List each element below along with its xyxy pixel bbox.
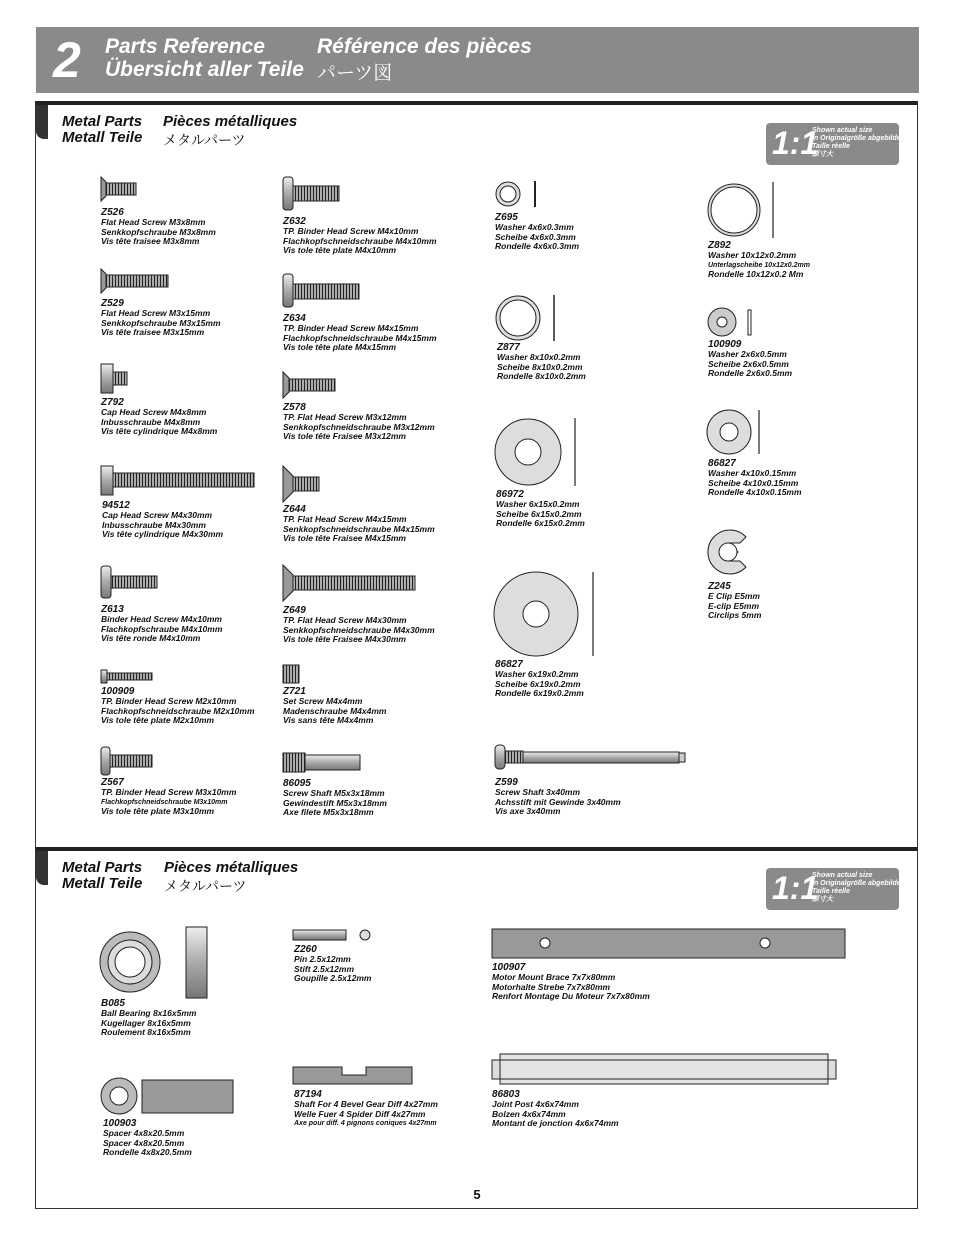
- part-code: 100907: [492, 962, 526, 973]
- part-100909-screw: [101, 686, 255, 726]
- part-name-de: Senkkopfschraube M3x15mm: [101, 317, 221, 328]
- z260-drawing: [293, 930, 370, 940]
- z721-drawing: [283, 665, 299, 683]
- part-name-de: Gewindestift M5x3x18mm: [283, 797, 387, 808]
- part-86095: [283, 778, 387, 818]
- badge-line: 原寸大: [812, 151, 833, 158]
- part-name-en: Cap Head Screw M4x8mm: [101, 407, 207, 417]
- part-name-de: Flachkopfschneidschraube M4x15mm: [283, 332, 437, 343]
- badge-line: In Originalgröße abgebildet: [812, 880, 904, 887]
- part-code: Z892: [708, 240, 731, 251]
- part-name-de: Flachkopfschneidschraube M2x10mm: [101, 705, 255, 716]
- title-fr: Référence des pièces: [317, 35, 532, 58]
- part-name-fr: Goupille 2.5x12mm: [294, 973, 372, 983]
- part-code: Z245: [708, 581, 731, 592]
- part-code: Z644: [283, 504, 306, 515]
- part-name-fr: Rondelle 6x15x0.2mm: [496, 518, 585, 528]
- part-z526: [101, 207, 216, 247]
- z644-drawing: [283, 466, 319, 502]
- part-name-de: Scheibe 6x19x0.2mm: [495, 678, 581, 689]
- part-code: Z721: [283, 686, 306, 697]
- part-name-en: Flat Head Screw M3x8mm: [101, 217, 206, 227]
- part-name-fr: Rondelle 6x19x0.2mm: [495, 688, 584, 698]
- part-code: 100909: [101, 686, 135, 697]
- part-code: 86803: [492, 1089, 520, 1100]
- 86827-large-drawing: [494, 572, 593, 656]
- part-name-fr: Vis tole tête plate M4x15mm: [283, 342, 397, 352]
- part-name-de: Scheibe 8x10x0.2mm: [497, 361, 583, 372]
- part-code: 86827: [495, 659, 523, 670]
- z695-drawing: [496, 181, 535, 207]
- section-title-en: Metal Parts: [62, 859, 143, 876]
- z613-drawing: [101, 566, 157, 598]
- part-name-en: TP. Flat Head Screw M4x15mm: [283, 514, 407, 524]
- part-z649: [283, 605, 435, 645]
- part-z892: [708, 240, 810, 280]
- part-name-de: Bolzen 4x6x74mm: [492, 1108, 566, 1119]
- part-name-en: Cap Head Screw M4x30mm: [102, 510, 213, 520]
- z792-drawing: [101, 364, 127, 393]
- part-code: Z632: [283, 216, 306, 227]
- part-name-fr: Vis tête fraisee M3x8mm: [101, 236, 200, 246]
- b085-drawing: [100, 927, 207, 998]
- part-code: Z567: [101, 777, 124, 788]
- part-name-fr: Renfort Montage Du Moteur 7x7x80mm: [492, 991, 650, 1001]
- part-z260: [294, 944, 371, 984]
- part-name-fr: Axe filete M5x3x18mm: [283, 807, 374, 817]
- part-name-en: Joint Post 4x6x74mm: [492, 1099, 579, 1109]
- part-name-de: Inbusschraube M4x30mm: [102, 519, 206, 530]
- part-name-fr: Circlips 5mm: [708, 610, 762, 620]
- part-name-fr: Rondelle 4x6x0.3mm: [495, 241, 580, 251]
- section-title-en: Metal Parts: [62, 113, 143, 130]
- part-name-de: Madenschraube M4x4mm: [283, 705, 387, 716]
- part-name-fr: Roulement 8x16x5mm: [101, 1027, 191, 1037]
- part-code: 100903: [103, 1118, 137, 1129]
- z877-drawing: [496, 295, 554, 341]
- part-name-en: Motor Mount Brace 7x7x80mm: [492, 972, 616, 982]
- part-name-fr: Vis tête ronde M4x10mm: [101, 633, 201, 643]
- part-z599: [495, 777, 621, 817]
- part-name-en: Flat Head Screw M3x15mm: [101, 308, 211, 318]
- part-name-en: TP. Binder Head Screw M3x10mm: [101, 787, 237, 797]
- part-code: Z649: [283, 605, 306, 616]
- 100909-washer-drawing: [708, 308, 751, 336]
- part-code: Z695: [495, 212, 518, 223]
- z526-drawing: [101, 177, 136, 201]
- part-name-en: TP. Binder Head Screw M4x10mm: [283, 226, 419, 236]
- part-code: Z529: [101, 298, 124, 309]
- part-name-en: Screw Shaft M5x3x18mm: [283, 788, 385, 798]
- part-code: Z613: [101, 604, 124, 615]
- part-name-fr: Rondelle 8x10x0.2mm: [497, 371, 586, 381]
- badge-line: In Originalgröße abgebildet: [812, 135, 904, 142]
- badge-line: Taille réelle: [812, 888, 850, 895]
- section-title-jp: メタルパーツ: [164, 878, 247, 894]
- part-code: Z260: [294, 944, 317, 955]
- z578-drawing: [283, 372, 335, 398]
- part-86972: [496, 489, 585, 529]
- 86095-drawing: [283, 753, 360, 772]
- part-name-fr: Vis sans tête M4x4mm: [283, 715, 374, 725]
- part-z578: [283, 402, 435, 442]
- part-name-de: Senkkopfschneidschraube M4x15mm: [283, 523, 435, 534]
- part-name-fr: Rondelle 4x10x0.15mm: [708, 487, 802, 497]
- part-name-de: Achsstift mit Gewinde 3x40mm: [495, 796, 621, 807]
- section-title-de: Metall Teile: [62, 875, 143, 892]
- part-name-en: Washer 4x6x0.3mm: [495, 222, 574, 232]
- part-100907: [492, 962, 650, 1002]
- part-name-de: Inbusschraube M4x8mm: [101, 416, 201, 427]
- part-name-fr: Rondelle 2x6x0.5mm: [708, 368, 793, 378]
- scale-label: 1:1: [772, 125, 819, 161]
- z599-drawing: [495, 745, 685, 769]
- part-name-fr: Montant de jonction 4x6x74mm: [492, 1118, 619, 1128]
- 100903-drawing: [101, 1078, 233, 1114]
- part-name-en: TP. Flat Head Screw M4x30mm: [283, 615, 407, 625]
- z892-drawing: [708, 182, 773, 238]
- part-name-en: Washer 2x6x0.5mm: [708, 349, 787, 359]
- part-name-de: Scheibe 4x10x0.15mm: [708, 477, 799, 488]
- part-name-de: Spacer 4x8x20.5mm: [103, 1137, 185, 1148]
- 86803-drawing: [492, 1054, 836, 1084]
- 100907-drawing: [492, 929, 845, 958]
- title-en: Parts Reference: [105, 35, 265, 58]
- part-name-de: Welle Fuer 4 Spider Diff 4x27mm: [294, 1108, 426, 1119]
- section-title-fr: Pièces métalliques: [163, 113, 298, 130]
- part-100903: [103, 1118, 192, 1158]
- part-b085: [101, 998, 196, 1038]
- part-z695: [495, 212, 579, 252]
- title-jp: パーツ図: [317, 63, 393, 84]
- part-name-en: TP. Flat Head Screw M3x12mm: [283, 412, 407, 422]
- z649-drawing: [283, 565, 415, 601]
- part-100909-washer: [708, 339, 792, 379]
- part-name-en: TP. Binder Head Screw M4x15mm: [283, 323, 419, 333]
- part-name-fr: Vis tole tête plate M2x10mm: [101, 715, 215, 725]
- part-name-de: E-clip E5mm: [708, 600, 760, 611]
- badge-line: Taille réelle: [812, 143, 850, 150]
- part-name-fr: Vis tole tête plate M4x10mm: [283, 245, 397, 255]
- part-name-de: Kugellager 8x16x5mm: [101, 1017, 191, 1028]
- part-87194: [294, 1089, 438, 1129]
- part-code: 86972: [496, 489, 524, 500]
- part-name-fr: Vis axe 3x40mm: [495, 806, 561, 816]
- part-name-en: Screw Shaft 3x40mm: [495, 787, 581, 797]
- step-number: 2: [53, 32, 79, 88]
- part-94512: [102, 500, 223, 540]
- part-86803: [492, 1089, 619, 1129]
- z634-drawing: [283, 274, 359, 307]
- part-name-de: Unterlagscheibe 10x12x0.2mm: [708, 261, 810, 269]
- part-name-fr: Vis tole tête Fraisee M3x12mm: [283, 431, 406, 441]
- part-name-en: Washer 8x10x0.2mm: [497, 352, 581, 362]
- 86827-small-drawing: [707, 410, 759, 454]
- part-name-de: Senkkopfschneidschraube M3x12mm: [283, 421, 435, 432]
- z245-drawing: [708, 530, 746, 574]
- part-code: Z792: [101, 397, 124, 408]
- 100909-screw-drawing: [101, 670, 152, 683]
- part-name-en: Binder Head Screw M4x10mm: [101, 614, 222, 624]
- part-name-de: Scheibe 4x6x0.3mm: [495, 231, 576, 242]
- part-code: Z634: [283, 313, 306, 324]
- part-name-en: Pin 2.5x12mm: [294, 954, 351, 964]
- part-name-fr: Vis tole tête Fraisee M4x15mm: [283, 533, 406, 543]
- part-code: Z578: [283, 402, 306, 413]
- part-name-fr: Axe pour diff. 4 pignons coniques 4x27mm: [294, 1120, 437, 1127]
- part-name-de: Senkkopfschneidschraube M4x30mm: [283, 624, 435, 635]
- badge-line: Shown actual size: [812, 127, 873, 134]
- part-name-de: Flachkopfschraube M4x10mm: [101, 623, 223, 634]
- part-z877: [497, 342, 586, 382]
- z529-drawing: [101, 269, 168, 293]
- title-de: Übersicht aller Teile: [105, 58, 304, 81]
- part-z721: [283, 686, 386, 726]
- badge-line: Shown actual size: [812, 872, 873, 879]
- part-code: B085: [101, 998, 125, 1009]
- 86972-drawing: [495, 418, 575, 486]
- part-name-fr: Vis tête cylindrique M4x30mm: [102, 529, 224, 539]
- part-name-fr: Vis tête fraisee M3x15mm: [101, 327, 205, 337]
- part-name-en: Washer 6x15x0.2mm: [496, 499, 580, 509]
- part-z644: [283, 504, 435, 544]
- part-name-fr: Vis tole tête Fraisee M4x30mm: [283, 634, 406, 644]
- part-name-en: Shaft For 4 Bevel Gear Diff 4x27mm: [294, 1099, 438, 1109]
- z567-drawing: [101, 747, 152, 775]
- part-name-en: Washer 10x12x0.2mm: [708, 250, 797, 260]
- part-name-fr: Rondelle 4x8x20.5mm: [103, 1147, 192, 1157]
- part-code: Z526: [101, 207, 124, 218]
- part-z245: [708, 581, 761, 621]
- z632-drawing: [283, 177, 339, 210]
- part-z792: [101, 397, 217, 437]
- part-name-en: TP. Binder Head Screw M2x10mm: [101, 696, 237, 706]
- part-86827-small: [708, 458, 802, 498]
- part-name-en: E Clip E5mm: [708, 591, 760, 601]
- part-name-fr: Vis tête cylindrique M4x8mm: [101, 426, 218, 436]
- part-name-de: Stift 2.5x12mm: [294, 963, 354, 974]
- part-code: Z877: [497, 342, 520, 353]
- part-name-de: Scheibe 2x6x0.5mm: [708, 358, 789, 369]
- part-name-en: Washer 4x10x0.15mm: [708, 468, 797, 478]
- section-title-de: Metall Teile: [62, 129, 143, 146]
- part-code: Z599: [495, 777, 518, 788]
- section-title-jp: メタルパーツ: [163, 132, 246, 148]
- 87194-drawing: [293, 1067, 412, 1084]
- part-86827-large: [495, 659, 584, 699]
- part-name-fr: Rondelle 10x12x0.2 Mm: [708, 269, 804, 279]
- part-code: 86095: [283, 778, 311, 789]
- part-name-en: Spacer 4x8x20.5mm: [103, 1128, 185, 1138]
- part-code: 86827: [708, 458, 736, 469]
- part-code: 100909: [708, 339, 742, 350]
- part-name-en: Set Screw M4x4mm: [283, 696, 363, 706]
- section-title-fr: Pièces métalliques: [164, 859, 299, 876]
- part-z634: [283, 313, 437, 353]
- part-code: 87194: [294, 1089, 322, 1100]
- part-name-de: Motorhalte Strebe 7x7x80mm: [492, 981, 611, 992]
- part-z632: [283, 216, 437, 256]
- part-z613: [101, 604, 222, 644]
- part-name-en: Ball Bearing 8x16x5mm: [101, 1008, 197, 1018]
- scale-label: 1:1: [772, 870, 819, 906]
- part-name-de: Scheibe 6x15x0.2mm: [496, 508, 582, 519]
- part-name-fr: Vis tole tête plate M3x10mm: [101, 806, 215, 816]
- badge-line: 原寸大: [812, 896, 833, 903]
- part-z529: [101, 298, 221, 338]
- part-name-de: Senkkopfschraube M3x8mm: [101, 226, 216, 237]
- 94512-drawing: [101, 466, 254, 495]
- part-z567: [101, 777, 236, 817]
- page-number: 5: [473, 1187, 481, 1202]
- part-name-de: Flachkopfschneidschraube M4x10mm: [283, 235, 437, 246]
- part-name-de: Flachkopfschneidschraube M3x10mm: [101, 798, 228, 806]
- part-code: 94512: [102, 500, 130, 511]
- part-name-en: Washer 6x19x0.2mm: [495, 669, 579, 679]
